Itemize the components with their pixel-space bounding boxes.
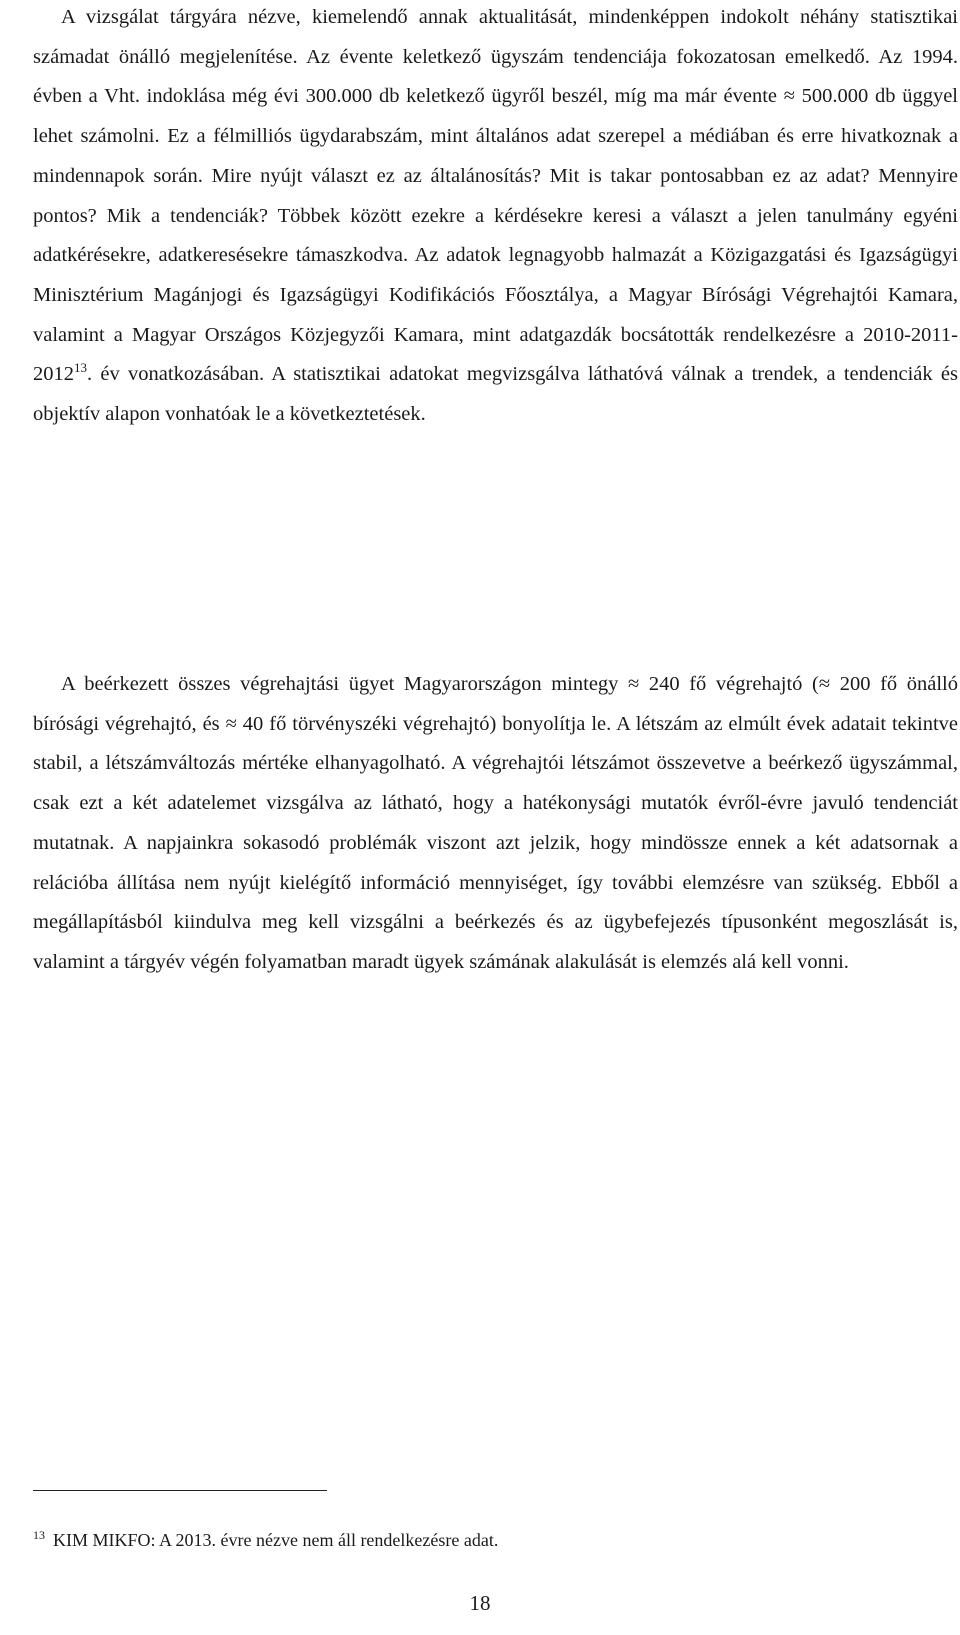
footnote-text: KIM MIKFO: A 2013. évre nézve nem áll rendelkezésre adat.: [53, 1530, 499, 1550]
page-number: 18: [469, 1591, 491, 1615]
paragraph-1-text-continued: . év vonatkozásában. A statisztikai adatokat megvizsgálva láthatóvá válnak a trendek, a tendenciák és objektív alapon vonhatóak le a következtetések.: [33, 363, 958, 426]
footnote-reference[interactable]: 13: [74, 360, 87, 376]
body-paragraph-2: A beérkezett összes végrehajtási ügyet Magyarországon mintegy ≈ 240 fő végrehajtó (≈ 200 fő önálló bírósági végrehajtó, és ≈ 40 fő törvényszéki végrehajtó) bonyolítja le. A létszám az elmúlt évek adatait tekintve stabil, a létszámváltozás mértéke elhanyagolható. A végrehajtói létszámot összevetve a beérkező ügyszámmal, csak ezt a két adatelemet vizsgálva az látható, hogy a hatékonysági mutatók évről-évre javuló tendenciát mutatnak. A napjainkra sokasodó problémák viszont azt jelzik, hogy mindössze ennek a két adatsornak a relációba állítása nem nyújt kielégítő információ mennyiséget, így további elemzésre van szükség. Ebből a megállapításból kiindulva meg kell vizsgálni a beérkezés és az ügybefejezés típusonként megoszlását is, valamint a tárgyév végén folyamatban maradt ügyek számának alakulását is elemzés alá kell vonni.: [33, 673, 958, 973]
footnote-separator: [33, 1490, 327, 1491]
footnote-number: 13: [33, 1528, 45, 1542]
paragraph-1-text: A vizsgálat tárgyára nézve, kiemelendő annak aktualitását, mindenképpen indokolt néhány statisztikai számadat önálló megjelenítése. Az évente keletkező ügyszám tendenciája fokozatosan emelkedő. Az 1994. évben a Vht. indoklása még évi 300.000 db keletkező ügyről beszél, míg ma már évente ≈ 500.000 db üggyel lehet számolni. Ez a félmilliós ügydarabszám, mint általános adat szerepel a médiában és erre hivatkoznak a mindennapok során. Mire nyújt választ ez az általánosítás? Mit is takar pontosabban ez az adat? Mennyire pontos? Mik a tendenciák? Többek között ezekre a kérdésekre keresi a választ a jelen tanulmány egyéni adatkérésekre, adatkeresésekre támaszkodva. Az adatok legnagyobb halmazát a Közigazgatási és Igazságügyi Minisztérium Magánjogi és Igazságügyi Kodifikációs Főosztálya, a Magyar Bírósági Végrehajtói Kamara, valamint a Magyar Országos Közjegyzői Kamara, mint adatgazdák bocsátották rendelkezésre a 2010-2011-2012: [33, 6, 958, 386]
body-paragraph-1: [33, 0, 958, 435]
footnote: [33, 1528, 933, 1552]
